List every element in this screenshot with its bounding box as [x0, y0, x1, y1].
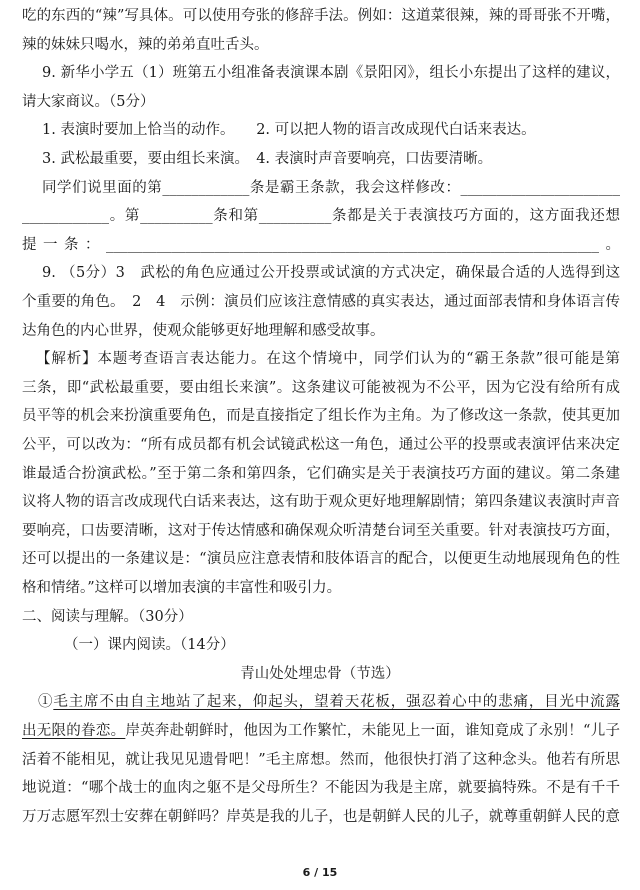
passage-line [22, 721, 620, 741]
passage-line: 万万志愿军烈士安葬在朝鲜吗？岸英是我的儿子，也是朝鲜人民的儿子，就尊重朝鲜人民的意 [22, 808, 620, 825]
page-number: 6 / 15 [302, 866, 338, 879]
section-heading: 二、阅读与理解。（30分） [22, 608, 193, 625]
analysis-line: 要响亮，口齿要清晰，这对于传达情感和确保观众听清楚台词至关重要。针对表演技巧方面， [22, 522, 620, 539]
passage-line: 活着不能相见，就让我见见遗骨吧！”毛主席想。然而，他很快打消了这种念头。他若有所思 [22, 751, 620, 768]
subsection-heading: （一）课内阅读。（14分） [64, 637, 235, 654]
passage-text: 岸英奔赴朝鲜时，他因为工作繁忙，未能见上一面，谁知竟成了永别！“儿子 [125, 723, 620, 739]
analysis-line: 公平，可以改为：“所有成员都有机会试镜武松这一角色，通过公平的投票或表演评估来决定 [22, 437, 620, 453]
passage-line [38, 692, 620, 712]
fill-in-line: 提一条：____________________________________________________________________。 [22, 236, 620, 253]
analysis-line: 格和情绪。”这样可以增加表演的丰富性和吸引力。 [22, 580, 342, 596]
analysis-line: 议将人物的语言改成现代白话来表达，这有助于观众更好地理解剧情；第四条建议表演时声音 [22, 494, 620, 511]
suggestion-3-4: 3. 武松最重要，要由组长来演。 4. 表演时声音要响亮，口齿要清晰。 [42, 151, 493, 167]
analysis-line: 三条，即“武松最重要，要由组长来演”。这条建议可能被视为不公平，因为它没有给所有成 [22, 379, 620, 396]
underlined-sentence: 毛主席不由自主地站了起来，仰起头，望着天花板，强忍着心中的悲痛，目光中流露 [53, 694, 621, 711]
answer-line: 达角色的内心世界，使观众能够更好地理解和感受故事。 [22, 322, 385, 339]
question-9-prompt: 9. 新华小学五（1）班第五小组准备表演课本剧《景阳冈》，组长小东提出了这样的建议， [42, 65, 620, 82]
suggestion-1-2: 1. 表演时要加上恰当的动作。 2. 可以把人物的语言改成现代白话来表达。 [42, 122, 536, 139]
text-line: 请大家商议。（5分） [22, 93, 155, 110]
analysis-line: 【解析】本题考查语言表达能力。在这个情境中，同学们认为的“霸王条款”很可能是第 [36, 351, 620, 368]
answer-line: 个重要的角色。 2 4 示例：演员们应该注意情感的真实表达，通过面部表情和身体语言传 [22, 294, 620, 310]
passage-line: 地说道：“哪个战士的血肉之躯不是父母所生？不能因为我是主席，就要搞特殊。不是有千千 [22, 780, 620, 797]
analysis-line: 员平等的机会来扮演重要角色，而是直接指定了组长作为主角。为了修改这一条款，使其更加 [22, 408, 620, 425]
fill-in-line: ____________。第__________条和第__________条都是关于表演技巧方面的，这方面我还想 [22, 208, 620, 225]
answer-line: 9. （5分）3 武松的角色应通过公开投票或试演的方式决定，确保最合适的人选得到这 [42, 265, 620, 282]
underlined-sentence-end: 出无限的眷恋。 [22, 723, 126, 739]
paragraph-marker: ① [38, 694, 54, 711]
text-line: 吃的东西的“辣”写具体。可以使用夸张的修辞手法。例如：这道菜很辣，辣的哥哥张不开嘴， [22, 8, 620, 24]
passage-title: 青山处处埋忠骨（节选） [240, 665, 400, 682]
analysis-line: 还可以提出的一条建议是：“演员应注意表情和肢体语言的配合，以便更生动地展现角色的性 [22, 551, 620, 568]
analysis-line: 谁最适合扮演武松。”至于第二条和第四条，它们确实是关于表演技巧方面的建议。第二条建 [22, 465, 620, 482]
fill-in-line: 同学们说里面的第____________条是霸王条款，我会这样修改：______________________ [42, 179, 620, 196]
text-line: 辣的妹妹只喝水，辣的弟弟直吐舌头。 [22, 36, 269, 53]
